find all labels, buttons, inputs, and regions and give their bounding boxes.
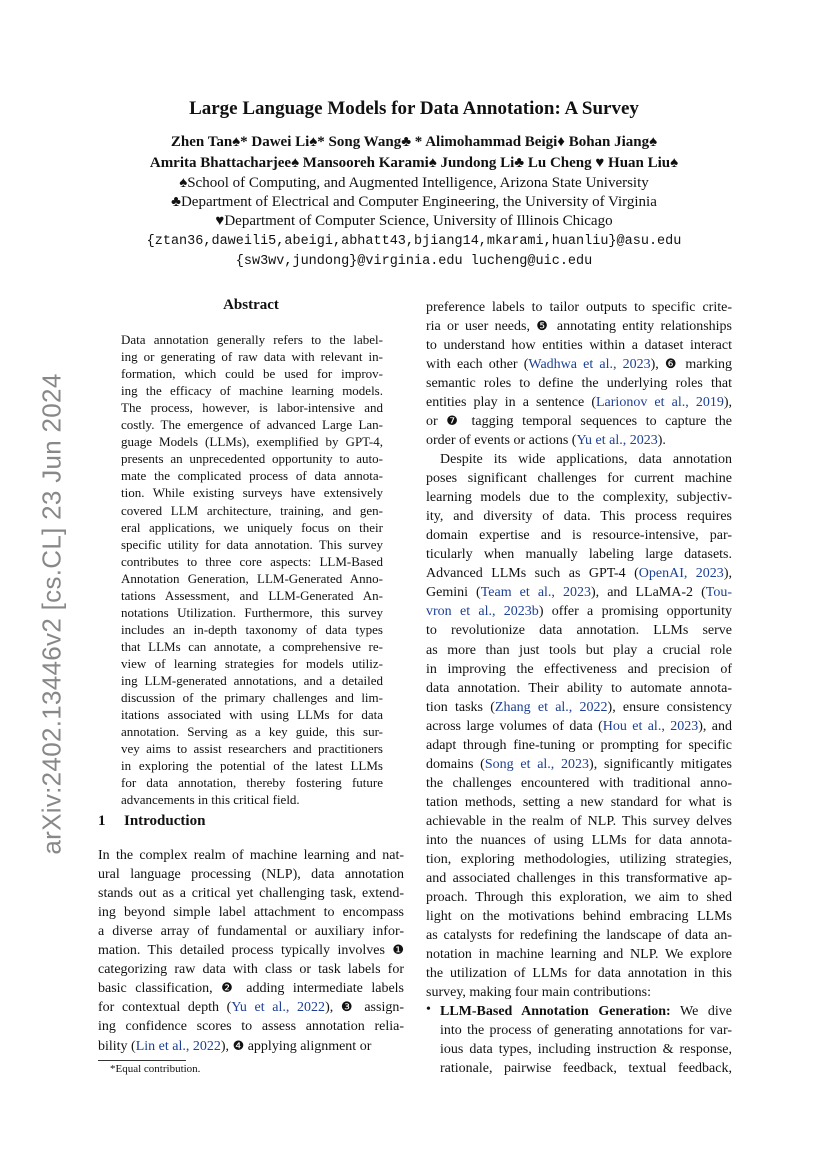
bullet-line: ious data types, including instruction & response, <box>440 1042 732 1058</box>
intro-right-p2-line: the utilization of LLMs for data annotation in this <box>426 966 732 982</box>
intro-right-p1-line: to understand how entities within a dataset interact <box>426 338 732 354</box>
arxiv-stamp: arXiv:2402.13446v2 [cs.CL] 23 Jun 2024 <box>36 373 67 855</box>
intro-right-p2-line: across large volumes of data (Hou et al., 2023), and <box>426 718 732 734</box>
intro-right-p1-line: or ❼ tagging temporal sequences to capture the <box>426 414 732 430</box>
intro-left-line: ural language processing (NLP), data annotation <box>98 867 404 883</box>
abstract-line: ing the efficacy of machine learning models. <box>121 383 383 399</box>
intro-right-p2-line: ticularly when manually labeling large datasets. <box>426 547 732 563</box>
abstract-line: Data annotation generally refers to the label- <box>121 332 383 347</box>
intro-right-p2-line: light on the motivations behind embracing LLMs <box>426 909 732 925</box>
abstract-line: itations associated with using LLMs for data <box>121 707 383 723</box>
authors-line-1: Zhen Tan♠* Dawei Li♠* Song Wang♣ * Alimohammad Beigi♦ Bohan Jiang♠ <box>170 134 658 150</box>
intro-right-p1-line: ria or user needs, ❺ annotating entity relationships <box>426 319 732 335</box>
bullet-marker: • <box>426 1002 431 1017</box>
abstract-line: mate the complicated process of data annota- <box>121 468 383 484</box>
abstract-title: Abstract <box>223 297 279 313</box>
affiliation-asu: ♠School of Computing, and Augmented Intelligence, Arizona State University <box>179 175 649 191</box>
intro-right-p2-line: tation methods, setting a new standard for what is <box>426 794 732 810</box>
intro-right-p2-line: domain expertise and is resource-intensive, par- <box>426 528 732 544</box>
abstract-line: specific utility for data annotation. This survey <box>121 536 383 552</box>
footnote: *Equal contribution. <box>110 1063 201 1075</box>
abstract-line: tion. While existing surveys have extensively <box>121 485 383 501</box>
bullet-line: into the process of generating annotations for var- <box>440 1023 732 1039</box>
intro-right-p2-line: into the nuances of using LLMs for data annota- <box>426 833 732 848</box>
intro-right-p2-line: proach. Through this exploration, we aim to shed <box>426 890 732 906</box>
intro-right-p1-line: semantic roles to define the underlying roles that <box>426 376 732 392</box>
intro-right-p2-line: poses significant challenges for current machine <box>426 471 732 487</box>
bullet-line: LLM-Based Annotation Generation: We dive <box>440 1004 732 1019</box>
abstract-line: in exploring the potential of the latest LLMs <box>121 758 383 774</box>
abstract-line: for data annotation, thereby fostering future <box>121 775 383 791</box>
intro-right-p2-line: domains (Song et al., 2023), significantly mitigates <box>426 756 732 772</box>
intro-left-line: stands out as a critical yet challenging task, extend- <box>98 886 404 902</box>
intro-right-p2-line: tion, exploring methodologies, utilizing strategies, <box>426 852 732 868</box>
intro-right-p2-line: learning models due to the complexity, subjectiv- <box>426 490 732 506</box>
abstract-line: presents an unprecedented opportunity to auto- <box>121 451 383 467</box>
abstract-line: costly. The emergence of advanced Large Lan- <box>121 417 383 433</box>
bullet-line: rationale, pairwise feedback, textual feedback, <box>440 1061 732 1077</box>
section-number: 1 <box>98 813 106 829</box>
paper-title: Large Language Models for Data Annotation: A Survey <box>189 98 639 119</box>
intro-right-p1-line: with each other (Wadhwa et al., 2023), ❻ marking <box>426 357 733 373</box>
intro-left-line: basic classification, ❷ adding intermediate labels <box>98 981 404 997</box>
abstract-line: tations Assessment, and LLM-Generated An- <box>121 587 383 603</box>
intro-right-p2-line: vron et al., 2023b) offer a promising opportunity <box>426 604 732 620</box>
intro-right-p2-line: and associated challenges in this transformative ap- <box>426 871 732 887</box>
abstract-line: formation, which could be used for improv- <box>121 366 383 382</box>
abstract-line: discussion of the primary challenges and lim- <box>121 690 383 706</box>
abstract-line: vey aims to assist researchers and practitioners <box>121 741 383 757</box>
intro-right-p1-line: preference labels to tailor outputs to specific crite- <box>426 300 732 315</box>
abstract-line: notations Utilization. Furthermore, this survey <box>121 604 383 620</box>
intro-right-p2-line: survey, making four main contributions: <box>426 985 651 1001</box>
abstract-line: covered LLM architecture, training, and gen- <box>121 502 383 518</box>
intro-left-line: bility (Lin et al., 2022), ❹ applying alignment or <box>98 1038 372 1054</box>
intro-right-p2-line: Advanced LLMs such as GPT-4 (OpenAI, 2023), <box>426 566 732 582</box>
intro-left-line: a diverse array of fundamental or auxiliary infor- <box>98 924 404 940</box>
abstract-line: that LLMs can annotate, a comprehensive re- <box>121 638 383 654</box>
intro-right-p2-line: to revolutionize data annotation. LLMs serve <box>426 623 732 639</box>
intro-right-p1-line: order of events or actions (Yu et al., 2023). <box>426 433 666 449</box>
intro-right-p2-line: data annotation. Their ability to automate annota- <box>426 680 732 696</box>
intro-right-p2-line: in improving the effectiveness and precision of <box>426 661 732 677</box>
footnote-rule <box>98 1060 186 1061</box>
section-title: Introduction <box>124 813 206 829</box>
intro-right-p2-line: tion tasks (Zhang et al., 2022), ensure consistency <box>426 699 732 715</box>
section-heading <box>98 813 205 830</box>
intro-left-line: for contextual depth (Yu et al., 2022), ❸ assign- <box>98 1000 404 1016</box>
abstract-line: ing or generating of raw data with relevant in- <box>121 349 383 365</box>
affiliation-uic: ♥Department of Computer Science, University of Illinois Chicago <box>215 213 613 229</box>
intro-right-p1-line: entities play in a sentence (Larionov et al., 2019), <box>426 395 732 411</box>
intro-left-line: ing beyond simple label attachment to encompass <box>98 905 404 921</box>
emails-line-2: {sw3wv,jundong}@virginia.edu lucheng@uic.edu <box>235 254 593 269</box>
intro-right-p2-line: notation in machine learning and NLP. We explore <box>426 947 732 963</box>
abstract-line: guage Models (LLMs), exemplified by GPT-4, <box>121 434 383 450</box>
abstract-line: advancements in this critical field. <box>121 792 300 808</box>
intro-left-line: In the complex realm of machine learning and nat- <box>98 848 404 863</box>
intro-left-line: ing confidence scores to assess annotation relia- <box>98 1019 404 1035</box>
intro-right-p2-line: ity, and diversity of data. This process requires <box>426 509 732 525</box>
intro-left-line: mation. This detailed process typically involves ❶ <box>98 943 404 959</box>
abstract-line: view of learning strategies for models utiliz- <box>121 655 383 671</box>
abstract-line: eral applications, we uniquely focus on their <box>121 519 383 535</box>
abstract-line: The process, however, is labor-intensive and <box>121 400 383 416</box>
abstract-line: includes an in-depth taxonomy of data types <box>121 621 383 637</box>
abstract-line: Annotation Generation, LLM-Generated Anno- <box>121 570 383 586</box>
intro-right-p2-line: the challenges encountered with traditional anno- <box>426 775 732 791</box>
authors-line-2: Amrita Bhattacharjee♠ Mansooreh Karami♠ Jundong Li♣ Lu Cheng ♥ Huan Liu♠ <box>149 155 679 171</box>
intro-right-p2-line: achievable in the realm of NLP. This survey delves <box>426 813 732 829</box>
intro-right-p2-line: Despite its wide applications, data annotation <box>440 452 732 467</box>
intro-right-p2-line: adapt through fine-tuning or prompting for specific <box>426 737 732 753</box>
abstract-line: contributes to three core aspects: LLM-Based <box>121 553 383 569</box>
intro-right-p2-line: Gemini (Team et al., 2023), and LLaMA-2 (Tou- <box>426 585 733 601</box>
abstract-line: ing LLM-generated annotations, and a detailed <box>121 673 383 688</box>
affiliation-uva: ♣Department of Electrical and Computer Engineering, the University of Virginia <box>171 194 657 210</box>
intro-left-line: categorizing raw data with class or task labels for <box>98 962 404 978</box>
intro-right-p2-line: as more than just tools but play a crucial role <box>426 642 732 658</box>
emails-line-1: {ztan36,daweili5,abeigi,abhatt43,bjiang14,mkarami,huanliu}@asu.edu <box>146 234 682 249</box>
abstract-line: annotation. Serving as a key guide, this sur- <box>121 724 383 740</box>
intro-right-p2-line: as catalysts for redefining the landscape of data an- <box>426 928 732 944</box>
